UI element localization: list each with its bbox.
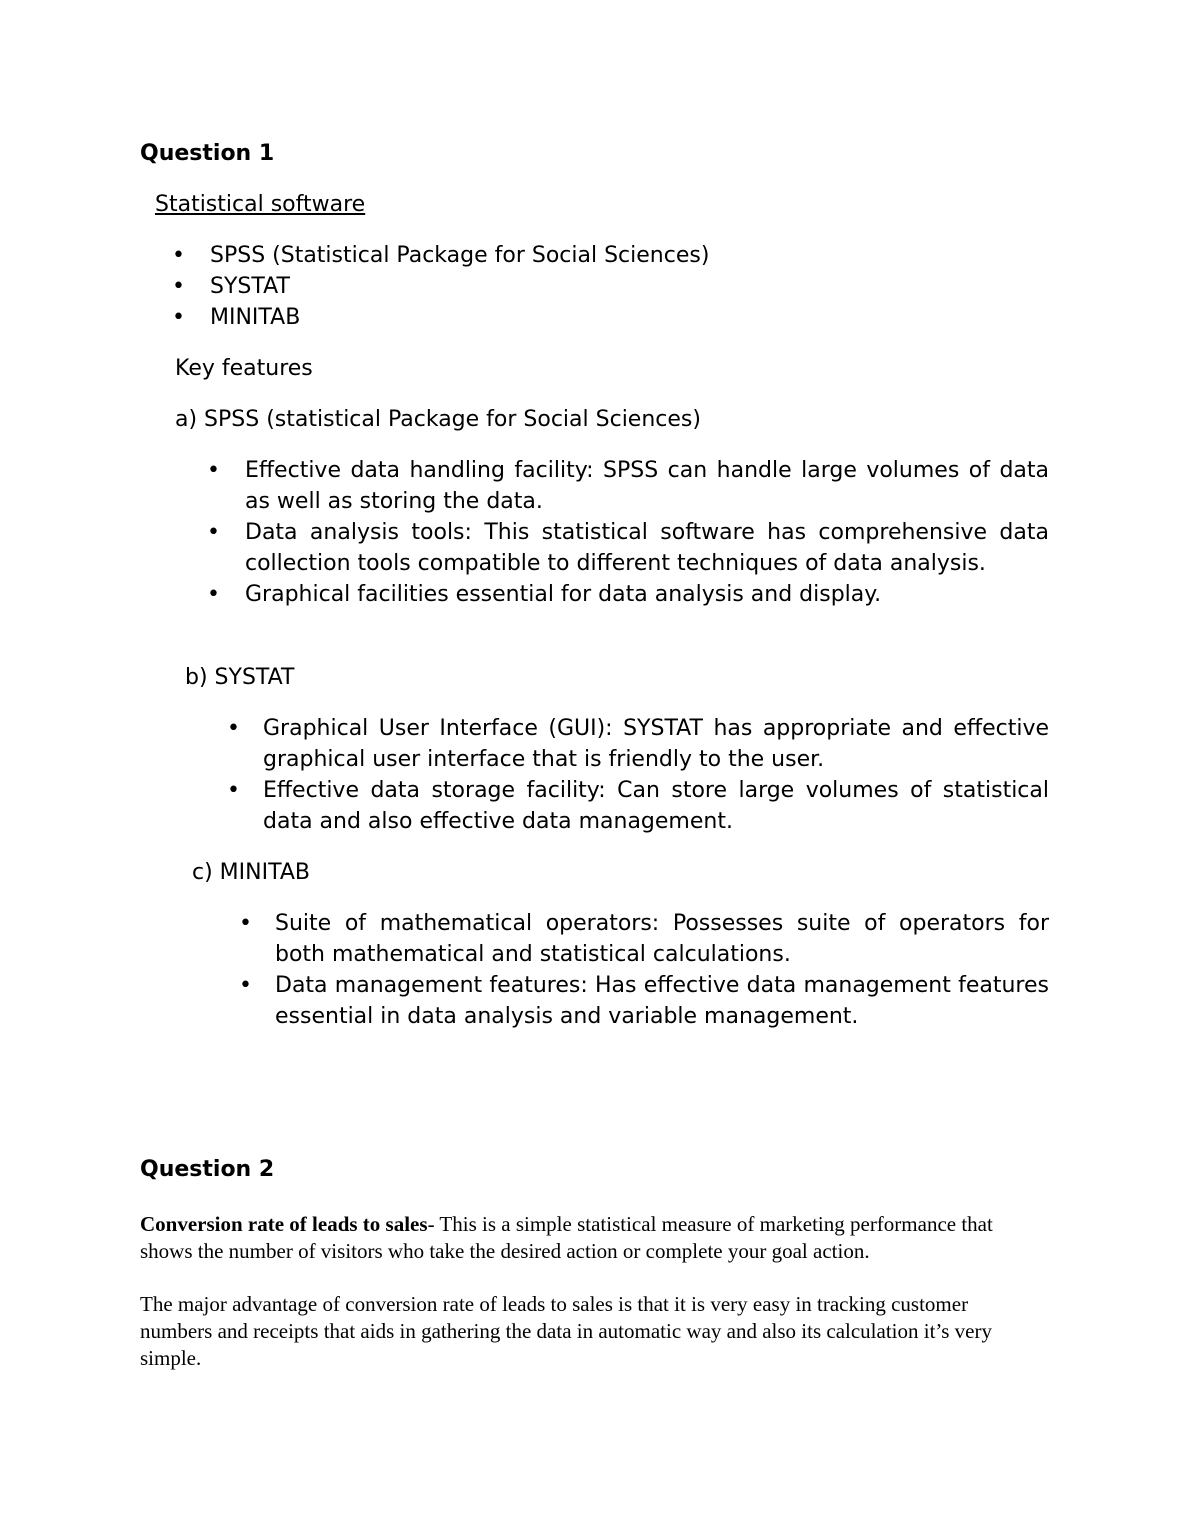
- bullet-icon: •: [227, 716, 240, 741]
- feature-text: Data analysis tools: This statistical software has comprehensive data collection tools compatible to different techniques of data analysis.: [245, 520, 1049, 576]
- minitab-subheading: c) MINITAB: [192, 860, 310, 885]
- spss-subheading: a) SPSS (statistical Package for Social Sciences): [175, 407, 701, 432]
- bullet-icon: •: [227, 778, 240, 803]
- list-item: [207, 455, 1049, 517]
- question-1-heading: Question 1: [140, 141, 275, 166]
- feature-text: Graphical User Interface (GUI): SYSTAT has appropriate and effective graphical user interface that is friendly to the user.: [263, 716, 1049, 772]
- list-item: [239, 908, 1049, 970]
- minitab-features-list: [239, 908, 1049, 1032]
- list-item: [172, 240, 872, 271]
- bullet-icon: •: [207, 458, 220, 483]
- key-features-label: Key features: [175, 356, 313, 381]
- list-item: [227, 775, 1049, 837]
- bullet-icon: •: [207, 520, 220, 545]
- systat-subheading: b) SYSTAT: [185, 665, 295, 690]
- software-name: SPSS (Statistical Package for Social Sciences): [210, 243, 710, 268]
- software-section-title: Statistical software: [155, 192, 366, 217]
- list-item: [207, 517, 1049, 579]
- bullet-icon: •: [239, 973, 252, 998]
- software-list: [172, 240, 872, 333]
- term-bold: Conversion rate of leads to sales: [140, 1212, 428, 1236]
- bullet-icon: •: [239, 911, 252, 936]
- bullet-icon: •: [172, 243, 185, 268]
- systat-features-list: [227, 713, 1049, 837]
- list-item: [172, 271, 872, 302]
- conversion-rate-definition: [140, 1211, 1050, 1265]
- feature-text: Suite of mathematical operators: Possesses suite of operators for both mathematical and statistical calculations.: [275, 911, 1049, 967]
- question-2-heading: Question 2: [140, 1157, 275, 1182]
- list-item: [172, 302, 872, 333]
- software-name: SYSTAT: [210, 274, 290, 299]
- list-item: [207, 579, 1049, 610]
- definition-text: - This is a simple statistical measure of marketing performance that shows the number of visitors who take the desired action or complete your goal action.: [140, 1212, 993, 1263]
- feature-text: Effective data handling facility: SPSS can handle large volumes of data as well as storing the data.: [245, 458, 1049, 514]
- feature-text: Graphical facilities essential for data analysis and display.: [245, 582, 882, 607]
- spss-features-list: [207, 455, 1049, 610]
- list-item: [239, 970, 1049, 1032]
- bullet-icon: •: [172, 274, 185, 299]
- software-name: MINITAB: [210, 305, 301, 330]
- feature-text: Effective data storage facility: Can store large volumes of statistical data and also effective data management.: [263, 778, 1049, 834]
- feature-text: Data management features: Has effective data management features essential in data analysis and variable management.: [275, 973, 1049, 1029]
- list-item: [227, 713, 1049, 775]
- bullet-icon: •: [207, 582, 220, 607]
- advantage-paragraph: The major advantage of conversion rate of leads to sales is that it is very easy in tracking customer numbers and receipts that aids in gathering the data in automatic way and also its calculation it’s very simple.: [140, 1292, 992, 1370]
- bullet-icon: •: [172, 305, 185, 330]
